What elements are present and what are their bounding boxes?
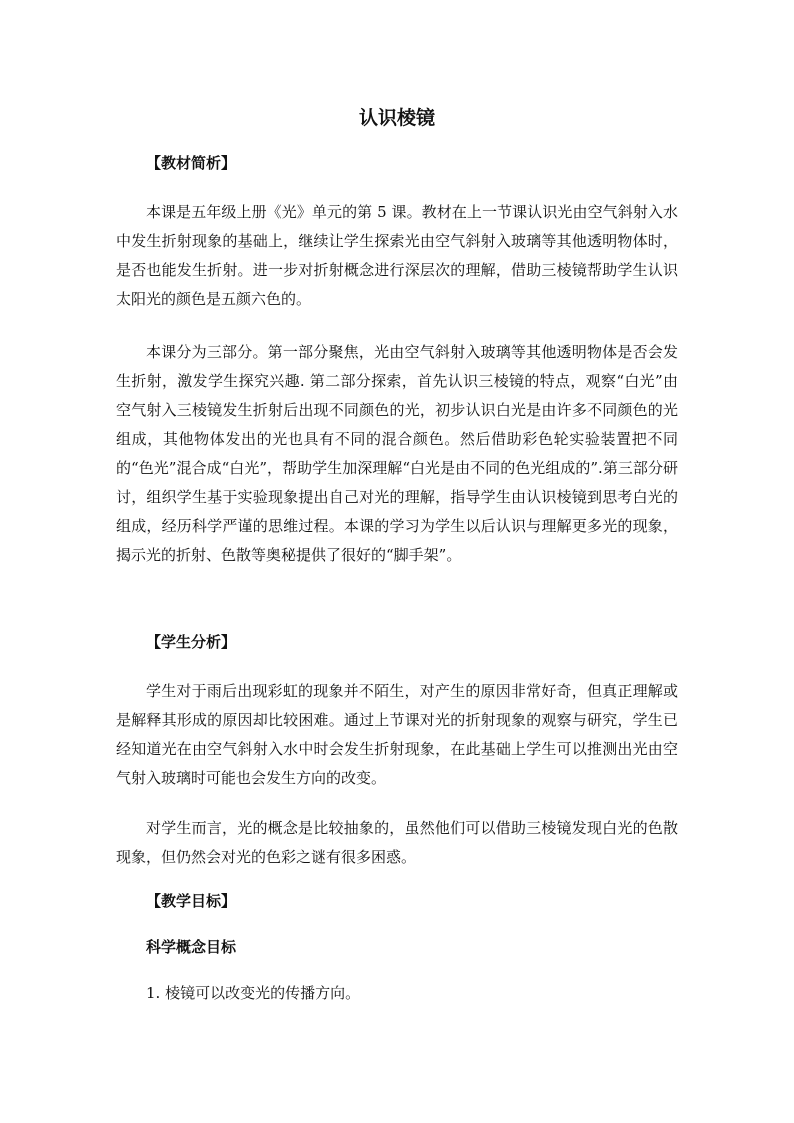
section-heading-student-analysis: 【学生分析】 — [146, 633, 237, 651]
document-title: 认识棱镜 — [358, 107, 435, 129]
goal-item-1: 1. 棱镜可以改变光的传播方向。 — [146, 984, 361, 1002]
goal-subheading-science-concept: 科学概念目标 — [146, 938, 237, 956]
student-paragraph-2: 对学生而言，光的概念是比较抽象的，虽然他们可以借助三棱镜发现白光的色散现象，但仍然会对光的色彩之谜有很多困惑。 — [116, 819, 678, 866]
section-heading-material-analysis: 【教材简析】 — [146, 154, 237, 172]
material-paragraph-2: 本课分为三部分。第一部分聚焦，光由空气斜射入玻璃等其他透明物体是否会发生折射，激发学生探究兴趣. 第二部分探索，首先认识三棱镜的特点，观察“白光”由空气射入三棱镜发生折射后出现不同颜色的光，初步认识白光是由许多不同颜色的光组成，其他物体发出的光也具有不同的混合颜色。然后借助彩色轮实验装置把不同的“色光”混合成“白光”，帮助学生加深理解“白光是由不同的色光组成的”.第三部分研讨，组织学生基于实验现象提出自己对光的理解，指导学生由认识棱镜到思考白光的组成，经历科学严谨的思维过程。本课的学习为学生以后认识与理解更多光的现象，揭示光的折射、色散等奥秘提供了很好的“脚手架”。 — [116, 343, 678, 564]
student-paragraph-1: 学生对于雨后出现彩虹的现象并不陌生，对产生的原因非常好奇，但真正理解或是解释其形成的原因却比较困难。通过上节课对光的折射现象的观察与研究，学生已经知道光在由空气斜射入水中时会发生折射现象，在此基础上学生可以推测出光由空气射入玻璃时可能也会发生方向的改变。 — [116, 682, 678, 787]
material-paragraph-1: 本课是五年级上册《光》单元的第 5 课。教材在上一节课认识光由空气斜射入水中发生折射现象的基础上，继续让学生探索光由空气斜射入玻璃等其他透明物体时，是否也能发生折射。进一步对折射概念进行深层次的理解，借助三棱镜帮助学生认识太阳光的颜色是五颜六色的。 — [116, 203, 678, 308]
section-heading-teaching-goals: 【教学目标】 — [146, 892, 237, 910]
